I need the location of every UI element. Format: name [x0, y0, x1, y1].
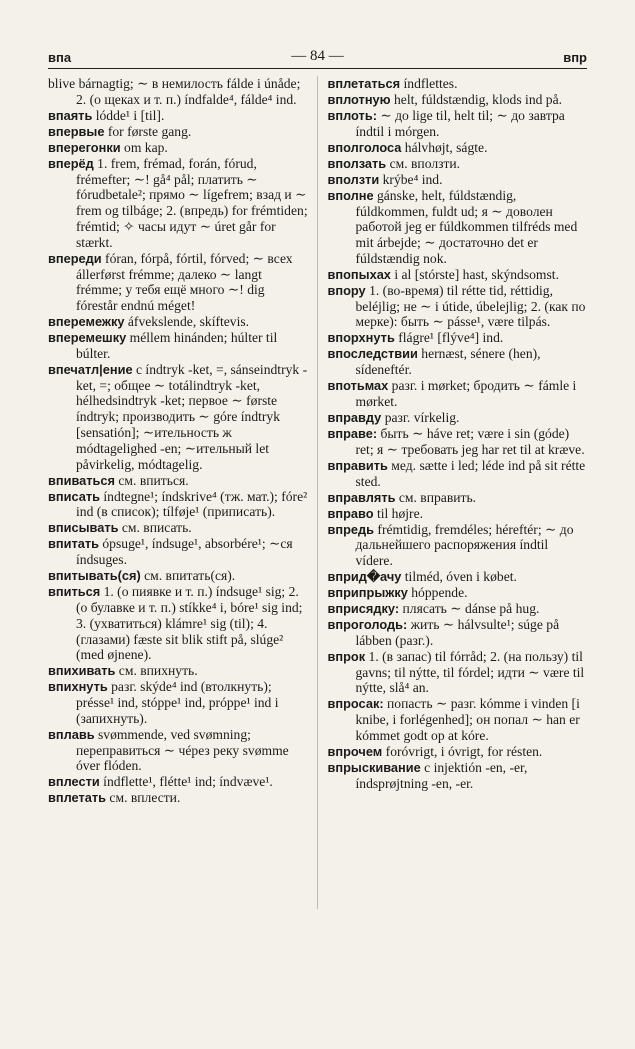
dictionary-entry — [328, 649, 588, 696]
entry-definition: см. вползти. — [386, 155, 461, 171]
entry-definition: flágre¹ [flýve⁴] ind. — [394, 330, 504, 346]
entry-headword: вперемешку — [48, 330, 127, 346]
right-column — [318, 76, 588, 909]
entry-definition: 1. (о пиявке и т. п.) índsuge¹ sig; 2. (о булавке и т. п.) stíkke⁴ i, bóre¹ sig ind; 3. (ухватиться) klámre¹ sig (til); 4. (глазами) fæste sit blik stift på, slúge² (med øjnene). — [76, 584, 303, 663]
dictionary-entry — [328, 330, 588, 346]
entry-headword: вплавь — [48, 726, 95, 742]
entry-definition: см. впитать(ся). — [140, 568, 236, 584]
dictionary-entry — [48, 330, 309, 362]
dictionary-entry — [48, 790, 309, 806]
entry-definition: c índtryk -ket, =, sánseindtryk -ket, =; общее ∼ totálindtryk -ket, hélhedsindtryk -ket; первое ∼ første índtryk; производить ∼ góre índtryk [sensatión]; ∼ительность ж módtagelighed -en; ∼ительный let påvirkelig, módtagelig. — [76, 361, 308, 472]
dictionary-entry — [328, 378, 588, 410]
entry-definition: hálvhøjt, ságte. — [401, 139, 488, 155]
dictionary-entry — [328, 744, 588, 760]
entry-headword: впервые — [48, 123, 105, 139]
entry-definition: áfvekslende, skíftevis. — [124, 314, 250, 330]
entry-headword: впихнуть — [48, 679, 108, 695]
entry-headword: впечатл|ение — [48, 361, 133, 377]
dictionary-entry — [48, 536, 309, 568]
entry-definition: índflette¹, flétte¹ ind; índvæve¹. — [99, 774, 273, 790]
entry-headword: вплетать — [48, 790, 107, 806]
dictionary-entry — [48, 584, 309, 663]
dictionary-entry — [328, 346, 588, 378]
dictionary-entry — [328, 426, 588, 458]
entry-definition: см. вправить. — [395, 489, 477, 505]
entry-headword: вперёд — [48, 155, 94, 171]
dictionary-entry — [328, 76, 588, 92]
page-number: — 84 — — [291, 48, 344, 64]
entry-headword: вперемежку — [48, 314, 125, 330]
entry-definition: hernæst, sénere (hen), sídeneftér. — [355, 346, 541, 378]
dictionary-entry — [48, 156, 309, 251]
left-guide-word: впа — [48, 50, 72, 65]
entry-headword: впрыскивание — [327, 759, 421, 775]
entry-headword: вписывать — [48, 520, 119, 536]
entry-definition: 1. frem, frémad, forán, fórud, frémefter; ∼! gå⁴ pål; платить ∼ fórudbetale²; прямо ∼ lígefrem; взад и ∼ frem og tilbáge; 2. (впредь) for frémtiden; frémtid; ✧ часы идут ∼ úret går for stærkt. — [76, 155, 308, 250]
dictionary-entry — [48, 473, 309, 489]
entry-definition: foróvrigt, i óvrigt, for résten. — [382, 743, 543, 759]
entry-definition: svømmende, ved svømning; переправиться ∼ чéрез реку svømme óver flóden. — [76, 726, 289, 774]
entry-headword: впроголодь: — [327, 617, 408, 633]
dictionary-entry — [328, 108, 588, 140]
entry-definition: méllem hinánden; húlter til búlter. — [76, 330, 278, 361]
dictionary-entry — [48, 251, 309, 314]
dictionary-entry — [328, 617, 588, 649]
entry-headword: вплотную — [327, 91, 391, 107]
dictionary-entry — [328, 760, 588, 792]
entry-definition: i al [stórste] hast, skýndsomst. — [390, 266, 559, 282]
entry-definition: for første gang. — [104, 123, 192, 139]
dictionary-entry — [328, 569, 588, 585]
dictionary-entry — [328, 92, 588, 108]
entry-headword: вплетаться — [327, 76, 401, 91]
entry-definition: плясать ∼ dánse på hug. — [399, 601, 540, 617]
dictionary-entry — [328, 458, 588, 490]
dictionary-entry — [48, 663, 309, 679]
entry-headword: впотьмах — [327, 378, 389, 394]
entry-definition: frémtidig, fremdéles; héreftér; ∼ до дальнейшего распоряжения índtil vídere. — [355, 521, 574, 569]
entry-headword: впаять — [48, 107, 93, 123]
entry-definition: см. впиться. — [115, 472, 189, 488]
dictionary-entry — [328, 283, 588, 330]
dictionary-entry — [48, 489, 309, 521]
dictionary-entry — [48, 774, 309, 790]
entry-headword: вправо — [327, 505, 374, 521]
dictionary-entry — [328, 188, 588, 267]
entry-headword: вписать — [48, 488, 100, 504]
dictionary-entry — [48, 568, 309, 584]
dictionary-entry — [328, 490, 588, 506]
entry-columns — [48, 76, 587, 909]
entry-headword: впереди — [48, 250, 102, 266]
dictionary-entry — [48, 362, 309, 473]
entry-definition: разг. i mørket; бродить ∼ fámle i mørket. — [355, 378, 577, 409]
entry-headword: вполголоса — [327, 139, 402, 155]
entry-definition: жить ∼ hálvsulte¹; súge på lábben (разг.). — [355, 617, 560, 648]
entry-headword: впредь — [327, 521, 375, 537]
entry-definition: см. впихнуть. — [115, 663, 198, 679]
right-guide-word: впр — [563, 50, 587, 65]
entry-headword: впорхнуть — [327, 330, 395, 346]
entry-headword: впору — [327, 282, 366, 298]
dictionary-entry — [48, 314, 309, 330]
entry-definition: мед. sætte i led; léde ind på sit rétte sted. — [355, 457, 586, 489]
dictionary-entry — [48, 124, 309, 140]
entry-headword: впитать — [48, 536, 99, 552]
entry-headword: вправить — [327, 457, 388, 473]
dictionary-entry — [328, 506, 588, 522]
entry-headword: вправлять — [327, 489, 396, 505]
dictionary-entry — [48, 108, 309, 124]
entry-definition: blive bárnagtig; ∼ в немилость fálde i únåde; 2. (о щеках и т. п.) índfalde⁴, fálde⁴ ind. — [48, 76, 301, 107]
entry-headword: вприд�ачу — [327, 569, 402, 585]
entry-definition: hóppende. — [407, 585, 468, 601]
entry-headword: впрочем — [327, 743, 383, 759]
dictionary-entry — [328, 410, 588, 426]
entry-definition: gánske, helt, fúldstændig, fúldkommen, fuldt ud; я ∼ доволен работой jeg er fúldkommen tilfréds med mit árbejde; ∼ достаточно det er fúldstændig nok. — [355, 187, 578, 266]
entry-headword: впиваться — [48, 472, 115, 488]
entry-headword: впиться — [48, 584, 101, 600]
entry-headword: вплоть: — [327, 107, 377, 123]
entry-definition: om kap. — [120, 139, 168, 155]
page-header — [48, 48, 587, 70]
dictionary-entry — [48, 727, 309, 774]
entry-headword: вполне — [327, 187, 374, 203]
entry-headword: впопыхах — [327, 266, 391, 282]
entry-definition: fóran, fórpå, fórtil, fórved; ∼ всех állerførst frémme; далеко ∼ langt frémme; у тебя ещё много ∼! dig fórestår endnú méget! — [76, 250, 293, 314]
dictionary-entry — [328, 696, 588, 743]
entry-definition: разг. skýde⁴ ind (втолкнуть); présse¹ ind, stóppe¹ ind, próppe¹ ind i (запихнуть). — [76, 679, 279, 726]
entry-headword: вприпрыжку — [327, 585, 408, 601]
entry-definition: быть ∼ háve ret; være i sin (góde) ret; я ∼ требовать jeg har ret til at kræve. — [355, 425, 585, 457]
entry-headword: вползти — [327, 171, 380, 187]
entry-definition: índflettes. — [400, 76, 458, 91]
entry-definition: попасть ∼ разг. kómme i vinden [i knibe, i forlégenhed]; он попал ∼ han er kómmet godt op at kóre. — [355, 696, 580, 743]
dictionary-entry — [328, 585, 588, 601]
entry-definition: ópsuge¹, índsuge¹, absorbére¹; ∼ся índsuges. — [76, 536, 293, 568]
dictionary-entry — [328, 267, 588, 283]
entry-definition: 1. (в запас) til fórråd; 2. (на пользу) til gavns; til nýtte, til fórdel; идти ∼ være til nýtte, slå⁴ an. — [355, 648, 585, 696]
entry-headword: вприсядку: — [327, 601, 400, 617]
left-column — [48, 76, 318, 909]
dictionary-entry — [328, 140, 588, 156]
entry-headword: вправду — [327, 409, 382, 425]
dictionary-entry — [328, 156, 588, 172]
entry-headword: впрок — [327, 648, 366, 664]
entry-definition: c injektión -en, -er, índsprøjtning -en, -er. — [355, 759, 528, 791]
entry-definition: lódde¹ i [til]. — [92, 107, 165, 123]
dictionary-entry — [328, 522, 588, 569]
entry-definition: índtegne¹; índskrive⁴ (тж. мат.); fóre² ind (в список); tílføje¹ (приписать). — [76, 488, 308, 520]
entry-headword: впитывать(ся) — [48, 568, 141, 584]
entry-headword: впросак: — [327, 696, 384, 712]
entry-definition: helt, fúldstændig, klods ind på. — [390, 91, 563, 107]
entry-headword: вплести — [48, 774, 100, 790]
entry-headword: вползать — [327, 155, 387, 171]
entry-definition: til højre. — [373, 505, 424, 521]
entry-definition: разг. vírkelig. — [381, 409, 460, 425]
entry-definition: tilméd, óven i købet. — [401, 569, 517, 585]
entry-headword: впоследствии — [327, 346, 418, 362]
dictionary-entry — [48, 679, 309, 726]
dictionary-entry — [48, 76, 309, 108]
entry-definition: см. вплести. — [106, 790, 181, 806]
dictionary-entry — [48, 140, 309, 156]
entry-definition: krýbe⁴ ind. — [379, 171, 443, 187]
entry-headword: вперегонки — [48, 139, 121, 155]
dictionary-entry — [328, 172, 588, 188]
entry-definition: ∼ до lige til, helt til; ∼ до завтра índtil i mórgen. — [355, 107, 565, 139]
entry-headword: вправе: — [327, 425, 378, 441]
dictionary-entry — [328, 601, 588, 617]
entry-headword: впихивать — [48, 663, 116, 679]
entry-definition: см. вписать. — [118, 520, 192, 536]
header-rule — [48, 68, 587, 69]
entry-definition: 1. (во-время) til rétte tid, réttidig, beléjlig; не ∼ i útide, úbelejlig; 2. (как по мерке): быть ∼ pásse¹, være tilpás. — [355, 282, 586, 330]
dictionary-entry — [48, 520, 309, 536]
